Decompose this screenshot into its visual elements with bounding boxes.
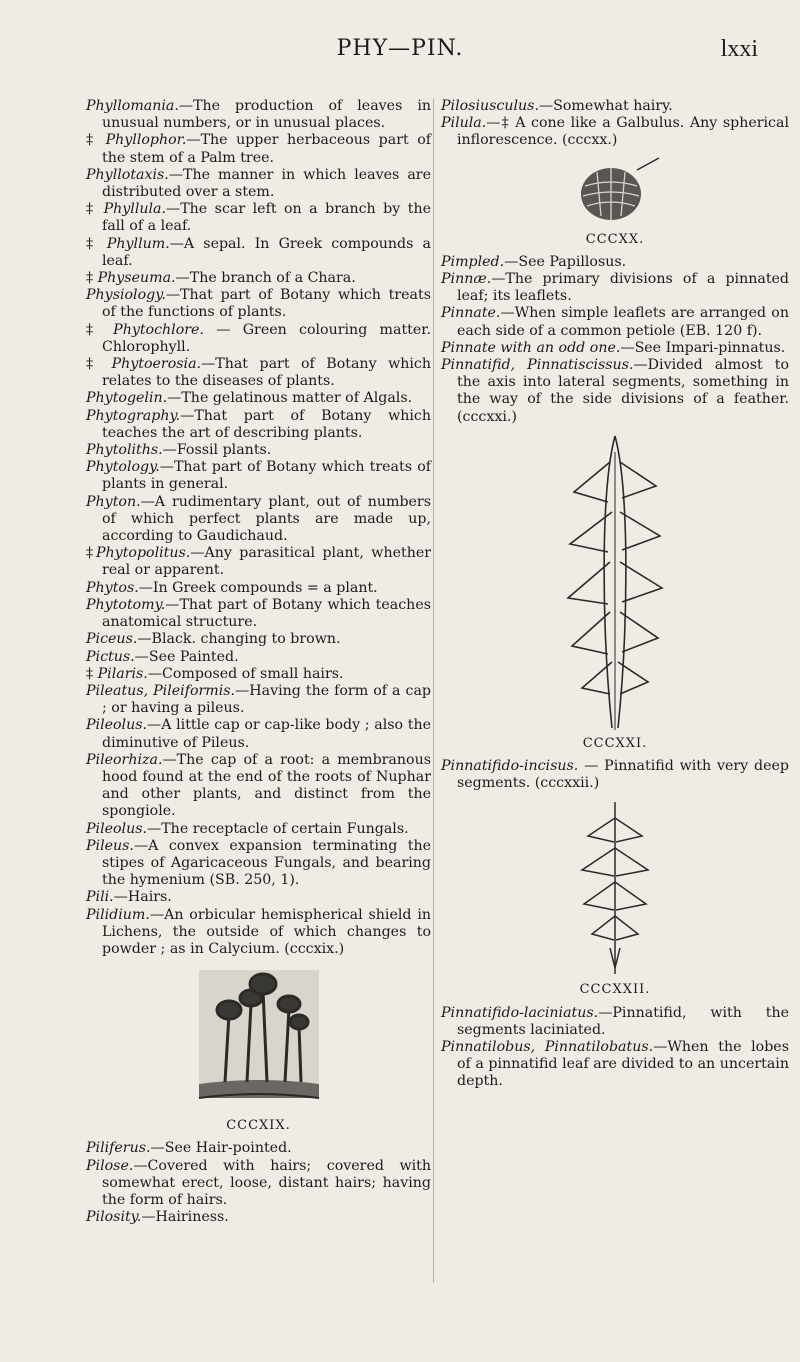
entry-definition: —See Painted. bbox=[134, 648, 239, 665]
entry-term: Pinnate with an odd one. bbox=[441, 339, 621, 356]
entry-term: Pilosiusculus. bbox=[441, 98, 539, 114]
entry-definition: —The gelatinous matter of Algals. bbox=[167, 390, 413, 407]
pinnatifid-leaf-illustration-icon bbox=[560, 432, 670, 732]
entry-term: Pilose. bbox=[86, 1157, 134, 1174]
obsolete-mark: ‡ bbox=[86, 545, 96, 562]
pilidium-illustration-icon bbox=[189, 964, 329, 1114]
entry-definition: — Green colouring matter. Chlorophyll. bbox=[102, 321, 431, 355]
dictionary-entry bbox=[441, 1004, 789, 1039]
entry-term: Phyllomania. bbox=[86, 98, 179, 114]
entry-term: Phyllula. bbox=[103, 201, 166, 218]
dictionary-entry bbox=[441, 115, 789, 149]
entry-definition: —A convex expansion terminating the stipes of Agaricaceous Fungals, and bearing the hymenium (SB. 250, 1). bbox=[102, 837, 431, 889]
dictionary-entry bbox=[86, 837, 431, 890]
entry-definition: —Hairiness. bbox=[141, 1209, 229, 1226]
dictionary-entry bbox=[86, 390, 431, 407]
dictionary-entry bbox=[441, 1039, 789, 1091]
dictionary-entry bbox=[86, 1140, 431, 1157]
entry-term: Pileatus, Pileiformis. bbox=[86, 682, 236, 699]
obsolete-mark: ‡ bbox=[86, 235, 107, 252]
entry-definition: —A rudimentary plant, out of numbers of which perfect plants are made up, according to Gaudichaud. bbox=[102, 493, 431, 545]
dictionary-entry bbox=[86, 321, 431, 356]
dictionary-entry bbox=[86, 1209, 431, 1226]
dictionary-entry bbox=[441, 271, 789, 305]
entry-definition: —Somewhat hairy. bbox=[538, 98, 673, 114]
entry-term: Phytopolitus. bbox=[96, 545, 191, 562]
dictionary-entry bbox=[86, 493, 431, 546]
entry-term: Phyllum. bbox=[106, 235, 170, 252]
dictionary-entry bbox=[86, 442, 431, 459]
dictionary-entry bbox=[86, 648, 431, 666]
entry-definition: —Having the form of a cap ; or having a pileus. bbox=[102, 682, 431, 717]
entry-definition: —A sepal. In Greek compounds a leaf. bbox=[102, 235, 432, 269]
dictionary-entry bbox=[441, 758, 789, 792]
entry-term: Pili. bbox=[86, 889, 114, 906]
entry-definition: —That part of Botany which treats of plants in general. bbox=[102, 459, 431, 493]
dictionary-entry bbox=[86, 906, 431, 959]
dictionary-entry bbox=[441, 339, 789, 357]
figure-cccxxi bbox=[441, 432, 789, 752]
entry-term: Piliferus. bbox=[86, 1140, 151, 1157]
entry-term: Phyton. bbox=[86, 493, 141, 510]
page-number: lxxi bbox=[720, 36, 758, 62]
dictionary-entry bbox=[86, 407, 431, 442]
obsolete-mark: ‡ bbox=[86, 356, 112, 373]
dictionary-entry bbox=[86, 665, 431, 683]
entry-term: Phytoerosia. bbox=[111, 356, 202, 373]
entry-definition: —‡ A cone like a Galbulus. Any spherical inflorescence. (cccxx.) bbox=[457, 115, 789, 149]
entry-definition: —That part of Botany which teaches anatomical structure. bbox=[102, 596, 431, 631]
right-column bbox=[441, 98, 789, 1091]
entry-definition: —The manner in which leaves are distributed over a stem. bbox=[102, 166, 431, 201]
obsolete-mark: ‡ bbox=[86, 665, 98, 682]
entry-definition: —The primary divisions of a pinnated leaf; its leaflets. bbox=[457, 271, 789, 305]
entry-definition: —When simple leaflets are arranged on each side of a common petiole (EB. 120 f). bbox=[457, 305, 789, 339]
dictionary-entry bbox=[441, 305, 789, 339]
entry-term: Pinnæ. bbox=[441, 271, 492, 288]
entry-definition: —Covered with hairs; covered with somewhat erect, loose, distant hairs; having the form of hairs. bbox=[102, 1157, 431, 1208]
entry-term: Pictus. bbox=[86, 648, 135, 665]
entry-definition: —That part of Botany which teaches the art of describing plants. bbox=[102, 407, 431, 441]
entry-term: Pileus. bbox=[86, 837, 134, 854]
entry-term: Phytogelin. bbox=[86, 390, 168, 407]
entry-definition: —The scar left on a branch by the fall of a leaf. bbox=[102, 201, 431, 235]
right-entries-d bbox=[441, 1005, 789, 1091]
pinnatifido-incisus-leaf-illustration-icon bbox=[570, 798, 660, 978]
entry-definition: —When the lobes of a pinnatifid leaf are divided to an uncertain depth. bbox=[457, 1039, 789, 1090]
dictionary-entry bbox=[86, 682, 431, 717]
entry-definition: —That part of Botany which treats of the functions of plants. bbox=[102, 287, 431, 321]
entry-definition: —See Impari-pinnatus. bbox=[620, 339, 786, 356]
entry-definition: —An orbicular hemispherical shield in Lichens, the outside of which changes to powder ; as in Calycium. (cccxix.) bbox=[102, 906, 431, 957]
entry-term: Physeuma. bbox=[97, 270, 176, 287]
entry-term: Phyllotaxis. bbox=[86, 166, 169, 183]
entry-definition: —Any parasitical plant, whether real or apparent. bbox=[102, 545, 432, 579]
figure-cccxx bbox=[441, 156, 789, 248]
dictionary-entry bbox=[441, 98, 789, 115]
right-entries-b bbox=[441, 254, 789, 426]
entry-definition: —Composed of small hairs. bbox=[147, 665, 344, 682]
entry-term: Phyllophor. bbox=[105, 132, 187, 149]
entry-definition: —Hairs. bbox=[113, 889, 172, 906]
obsolete-mark: ‡ bbox=[86, 201, 104, 218]
dictionary-entry bbox=[86, 459, 431, 493]
dictionary-entry bbox=[86, 166, 431, 201]
entry-definition: —Black. changing to brown. bbox=[137, 631, 341, 648]
entry-term: Phytology. bbox=[86, 459, 160, 476]
left-column bbox=[86, 98, 431, 1226]
figure-caption-cccxix: CCCXIX. bbox=[226, 1118, 291, 1134]
obsolete-mark: ‡ bbox=[86, 270, 98, 287]
right-entries-a bbox=[441, 98, 789, 150]
entry-term: Phytography. bbox=[86, 407, 181, 424]
entry-term: Phytos. bbox=[86, 579, 139, 596]
page-header bbox=[0, 34, 800, 74]
entry-definition: —The production of leaves in unusual numbers, or in unusual places. bbox=[102, 98, 431, 132]
entry-definition: —A little cap or cap-like body ; also the diminutive of Pileus. bbox=[102, 717, 431, 751]
figure-cccxxii bbox=[441, 798, 789, 998]
dictionary-entry bbox=[441, 357, 789, 426]
entry-definition: —That part of Botany which relates to the diseases of plants. bbox=[102, 356, 431, 390]
entry-term: Pinnatilobus, Pinnatilobatus. bbox=[441, 1039, 654, 1056]
entry-term: Phytotomy. bbox=[86, 596, 166, 613]
entry-definition: — Pinnatifid with very deep segments. (cccxxii.) bbox=[457, 758, 789, 792]
entry-term: Pileolus. bbox=[86, 717, 148, 734]
dictionary-entry bbox=[86, 889, 431, 906]
entry-term: Pilula. bbox=[441, 115, 487, 132]
entry-term: Phytoliths. bbox=[86, 442, 163, 459]
dictionary-entry bbox=[86, 579, 431, 597]
obsolete-mark: ‡ bbox=[86, 321, 114, 338]
entry-definition: —Fossil plants. bbox=[162, 442, 272, 459]
entry-term: Pilosity. bbox=[86, 1209, 142, 1226]
entry-term: Pinnatifido-laciniatus. bbox=[441, 1004, 599, 1021]
entry-term: Pilaris. bbox=[97, 665, 148, 682]
entry-definition: —The upper herbaceous part of the stem of a Palm tree. bbox=[102, 132, 431, 166]
figure-caption-cccxxi: CCCXXI. bbox=[582, 735, 648, 751]
entry-term: Pinnate. bbox=[441, 305, 501, 322]
dictionary-entry bbox=[86, 270, 431, 287]
entry-definition: —The branch of a Chara. bbox=[175, 270, 356, 287]
entry-definition: —See Papillosus. bbox=[504, 253, 627, 270]
dictionary-entry bbox=[86, 596, 431, 631]
dictionary-entry bbox=[86, 545, 432, 579]
entry-term: Piceus. bbox=[86, 631, 138, 648]
entry-term: Pinnatifid, Pinnatiscissus. bbox=[441, 357, 634, 374]
left-entries-b bbox=[86, 1140, 431, 1226]
figure-cccxix bbox=[86, 964, 431, 1134]
dictionary-entry bbox=[86, 201, 431, 235]
figure-caption-cccxx: CCCXX. bbox=[585, 231, 645, 247]
dictionary-entry bbox=[86, 287, 431, 321]
dictionary-entry bbox=[441, 253, 789, 271]
figure-caption-cccxxii: CCCXXII. bbox=[579, 982, 651, 998]
entry-definition: —Pinnatifid, with the segments laciniated. bbox=[457, 1004, 789, 1038]
entry-definition: —In Greek compounds = a plant. bbox=[138, 579, 378, 596]
dictionary-entry bbox=[86, 820, 431, 838]
entry-term: Pimpled. bbox=[441, 253, 505, 270]
entry-term: Physiology. bbox=[86, 287, 166, 304]
entry-definition: —Divided almost to the axis into lateral segments, something in the way of the side divisions of a feather. (cccxxi.) bbox=[457, 357, 789, 425]
entry-term: Pileorhiza. bbox=[86, 751, 163, 768]
dictionary-entry bbox=[86, 751, 431, 821]
pilula-cone-illustration-icon bbox=[567, 156, 663, 228]
running-head: PHY—PIN. bbox=[336, 36, 464, 61]
obsolete-mark: ‡ bbox=[86, 132, 106, 149]
entry-term: Pinnatifido-incisus. bbox=[441, 758, 579, 775]
dictionary-entry bbox=[86, 717, 431, 751]
dictionary-entry bbox=[86, 235, 432, 270]
entry-term: Pilidium. bbox=[86, 906, 150, 923]
entry-definition: —See Hair-pointed. bbox=[150, 1140, 292, 1157]
entry-definition: —The cap of a root: a membranous hood found at the end of the roots of Nuphar and other plants, and distinct from the spongiole. bbox=[102, 751, 431, 820]
dictionary-entry bbox=[86, 98, 431, 132]
entry-term: Phytochlore. bbox=[113, 321, 204, 338]
dictionary-entry bbox=[86, 132, 431, 166]
left-entries-a bbox=[86, 98, 431, 958]
dictionary-entry bbox=[86, 631, 431, 648]
entry-definition: —The receptacle of certain Fungals. bbox=[147, 820, 409, 837]
dictionary-entry bbox=[86, 1157, 431, 1210]
dictionary-entry bbox=[86, 356, 431, 390]
right-entries-c bbox=[441, 758, 789, 792]
entry-term: Pileolus. bbox=[86, 820, 148, 837]
